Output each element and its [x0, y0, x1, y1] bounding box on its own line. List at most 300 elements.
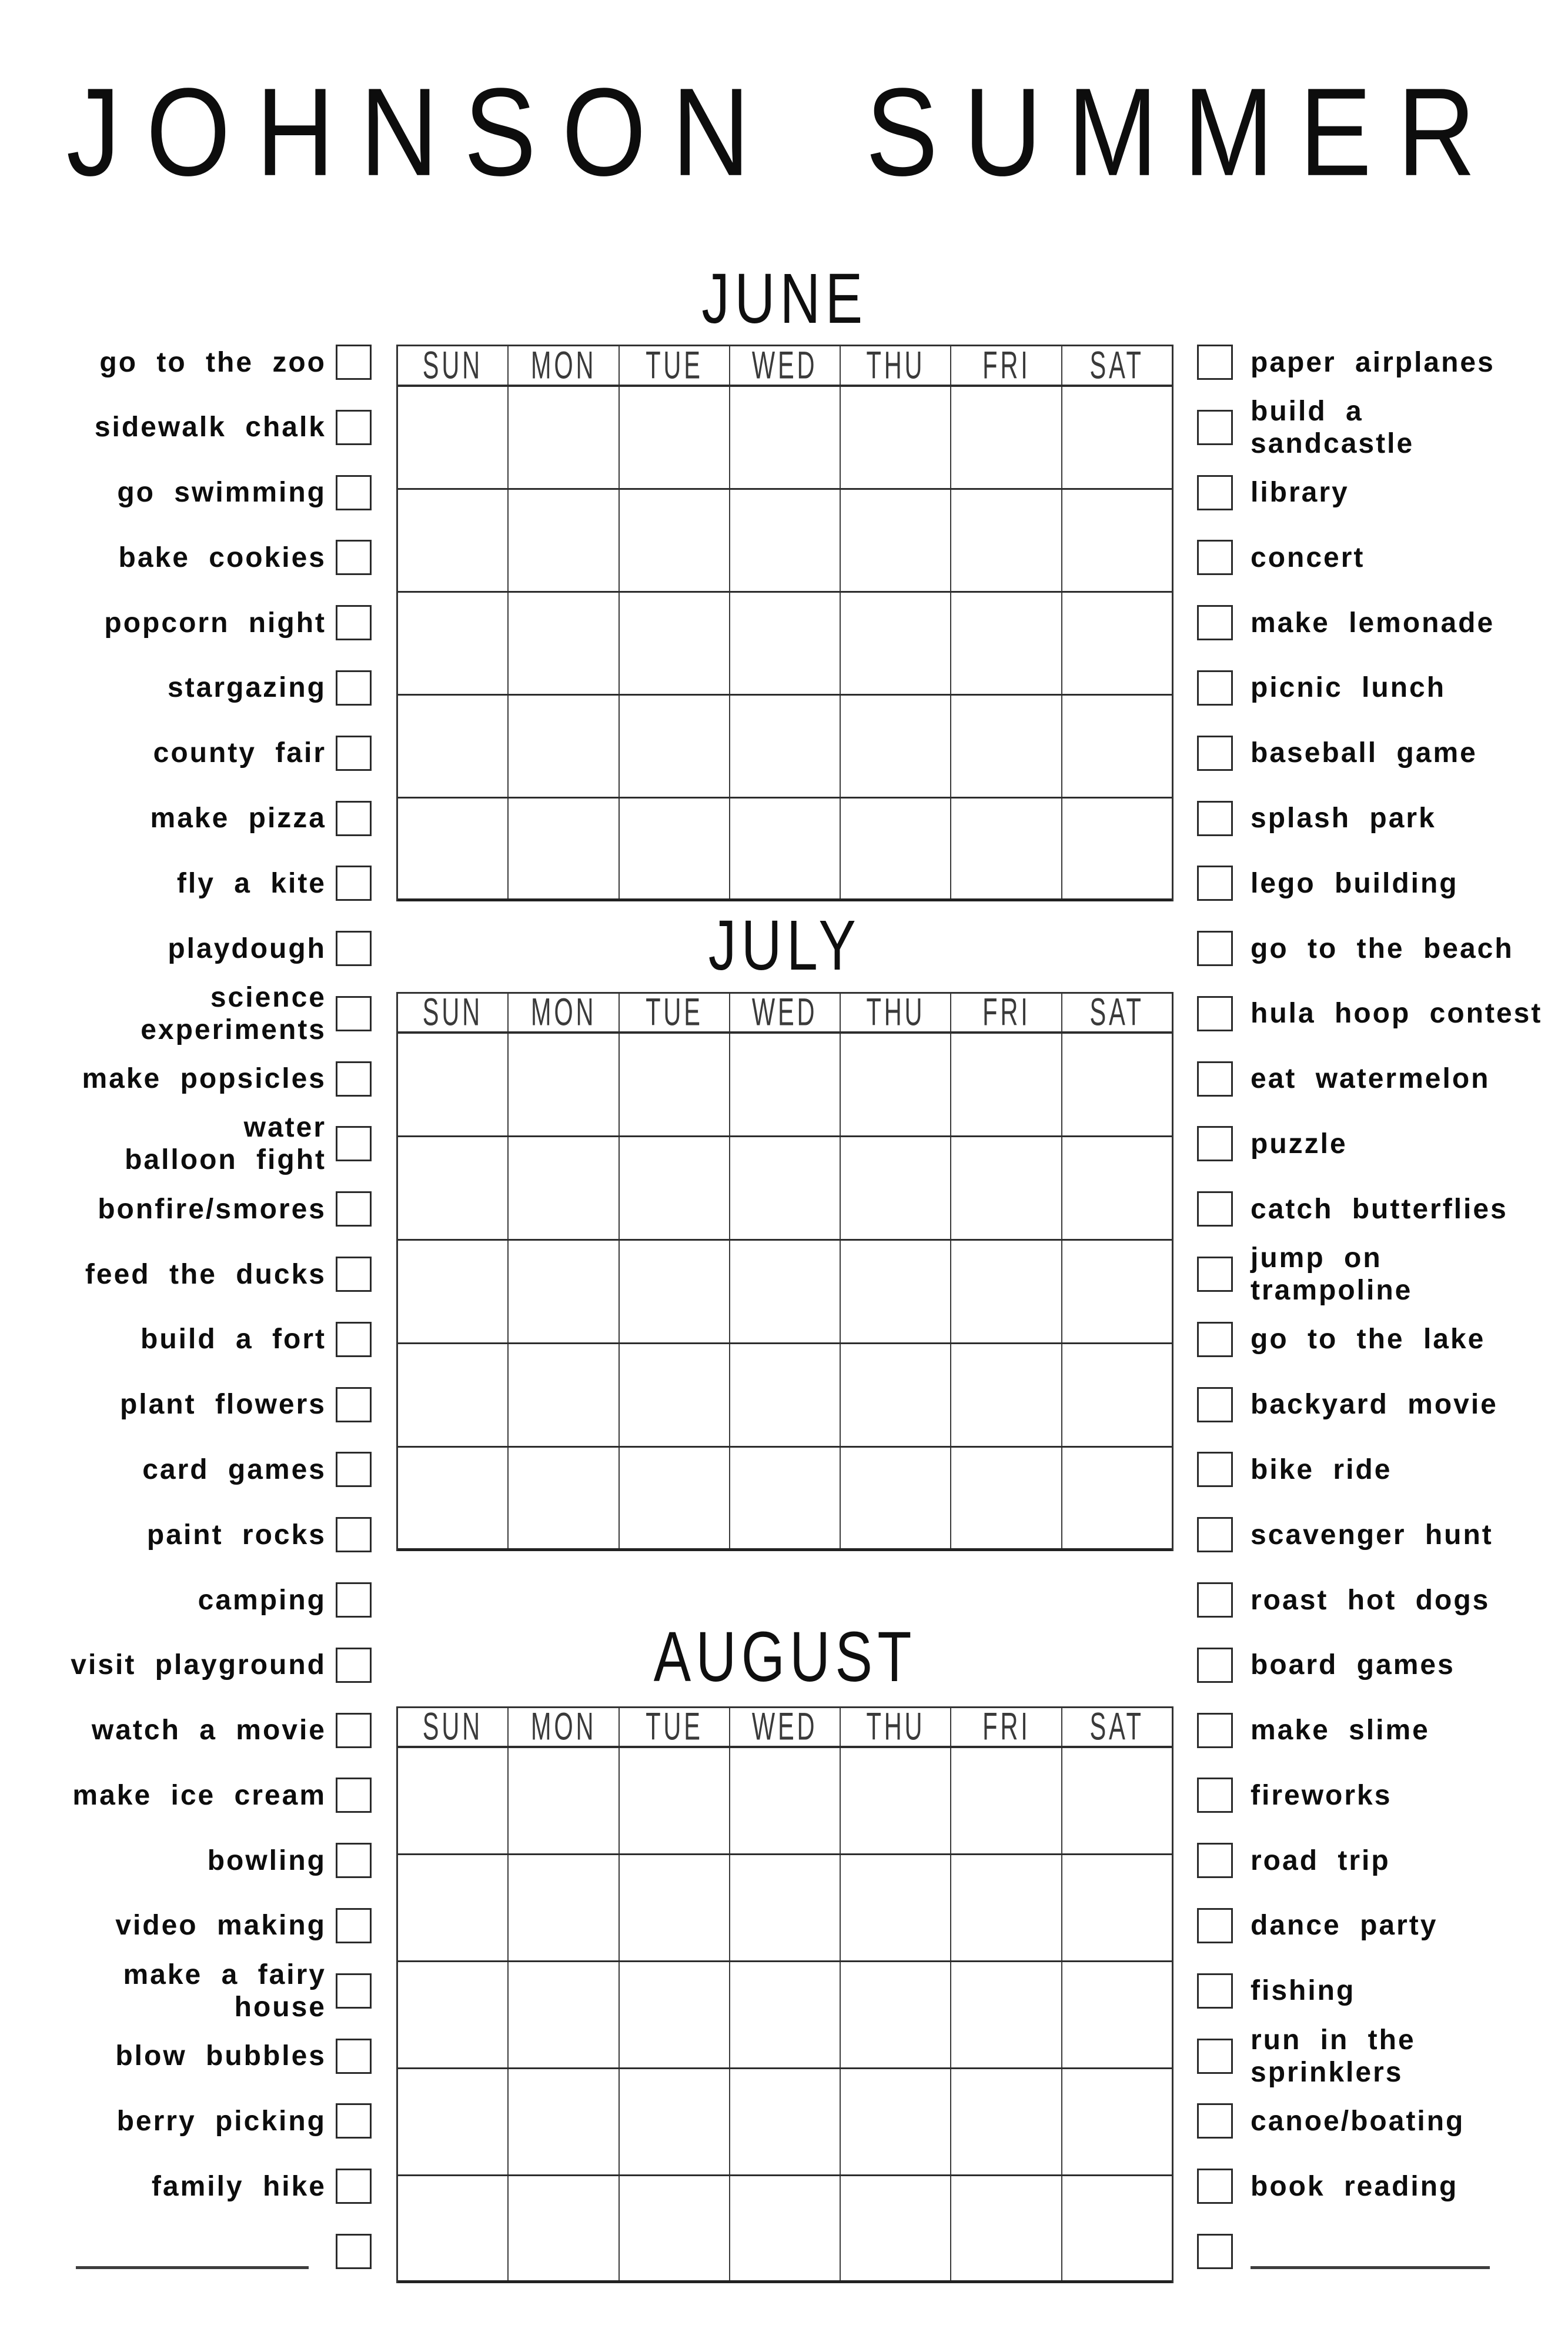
calendar-cell-july-w5-fri[interactable] [951, 1448, 1062, 1548]
day-header-label-mon: MON [530, 991, 597, 1034]
calendar-cell-july-w1-sat[interactable] [1062, 1034, 1172, 1135]
calendar-cell-june-w5-sun[interactable] [398, 799, 509, 898]
calendar-cell-august-w1-fri[interactable] [951, 1748, 1062, 1853]
checkbox-paper-airplanes[interactable] [1197, 345, 1233, 380]
item-label-backyard-movie [1251, 1388, 1498, 1421]
calendar-cell-july-w4-fri[interactable] [951, 1344, 1062, 1446]
checkbox-build-a-sandcastle[interactable] [1197, 410, 1233, 445]
calendar-cell-june-w4-thu[interactable] [841, 696, 951, 797]
calendar-cell-august-w2-thu[interactable] [841, 1855, 951, 1960]
checkbox-make-lemonade[interactable] [1197, 605, 1233, 640]
item-label-line: paint rocks [146, 1519, 326, 1551]
calendar-cell-august-w1-thu[interactable] [841, 1748, 951, 1853]
calendar-cell-august-w2-wed[interactable] [730, 1855, 841, 1960]
calendar-cell-august-w5-thu[interactable] [841, 2176, 951, 2280]
checklist-row-left-write-in [0, 2234, 372, 2269]
item-label-line: make pizza [150, 803, 326, 834]
calendar-cell-june-w5-mon[interactable] [509, 799, 619, 898]
day-header-cell-fri [951, 991, 1062, 1034]
page-title-text: JOHNSON SUMMER [66, 62, 1502, 202]
item-label-line: roast hot dogs [1251, 1584, 1490, 1616]
calendar-cell-june-w4-mon[interactable] [509, 696, 619, 797]
day-header-cell-sat [1062, 343, 1172, 387]
calendar-cell-july-w5-sun[interactable] [398, 1448, 509, 1548]
calendar-cell-july-w5-tue[interactable] [620, 1448, 730, 1548]
item-label-line: camping [198, 1584, 326, 1616]
checkbox-video-making[interactable] [336, 1908, 372, 1943]
checklist-row-left-stargazing [0, 670, 372, 706]
item-label-line: build a [1251, 395, 1363, 427]
checkbox-splash-park[interactable] [1197, 801, 1233, 836]
checkbox-picnic-lunch[interactable] [1197, 670, 1233, 706]
calendar-cell-august-w5-sun[interactable] [398, 2176, 509, 2280]
calendar-grid-june [396, 345, 1174, 901]
calendar-cell-june-w4-fri[interactable] [951, 696, 1062, 797]
item-label-line: make ice cream [72, 1779, 326, 1811]
item-label-scavenger-hunt [1251, 1519, 1493, 1551]
item-label-line: fly a kite [176, 867, 326, 899]
day-header-label-sun: SUN [423, 991, 483, 1034]
week-row-july-4 [398, 1344, 1172, 1448]
calendar-cell-june-w2-sat[interactable] [1062, 490, 1172, 591]
month-title-text-august: AUGUST [653, 1616, 917, 1697]
calendar-cell-august-w4-mon[interactable] [509, 2069, 619, 2174]
item-label-line: popcorn night [104, 607, 326, 639]
calendar-cell-july-w4-sat[interactable] [1062, 1344, 1172, 1446]
checklist-row-right-puzzle [1197, 1126, 1568, 1161]
day-header-label-mon: MON [530, 1705, 597, 1749]
item-label-bowling [208, 1845, 326, 1877]
calendar-cell-july-w2-mon[interactable] [509, 1137, 619, 1239]
page-title [0, 59, 1568, 206]
checklist-row-left-go-swimming [0, 475, 372, 510]
item-label-fireworks [1251, 1779, 1392, 1812]
checkbox-popcorn-night[interactable] [336, 605, 372, 640]
checkbox-puzzle[interactable] [1197, 1126, 1233, 1161]
day-header-label-tue: TUE [645, 991, 703, 1034]
item-label-line: visit playground [71, 1649, 326, 1681]
calendar-cell-june-w4-tue[interactable] [620, 696, 730, 797]
item-label-line: fishing [1251, 1975, 1356, 2007]
calendar-cell-july-w3-thu[interactable] [841, 1241, 951, 1342]
calendar-cell-july-w5-wed[interactable] [730, 1448, 841, 1548]
calendar-cell-june-w2-wed[interactable] [730, 490, 841, 591]
checkbox-eat-watermelon[interactable] [1197, 1061, 1233, 1097]
calendar-cell-june-w4-sun[interactable] [398, 696, 509, 797]
calendar-cell-august-w3-tue[interactable] [620, 1962, 730, 2067]
item-label-make-lemonade [1251, 607, 1495, 639]
checkbox-go-to-the-zoo[interactable] [336, 345, 372, 380]
day-header-cell-mon [509, 991, 619, 1034]
calendar-cell-july-w5-thu[interactable] [841, 1448, 951, 1548]
month-title-text-june: JUNE [701, 258, 868, 339]
checkbox-run-in-the-sprinklers[interactable] [1197, 2039, 1233, 2074]
item-label-concert [1251, 542, 1365, 574]
calendar-cell-july-w4-thu[interactable] [841, 1344, 951, 1446]
calendar-cell-june-w3-sun[interactable] [398, 593, 509, 694]
calendar-cell-july-w5-mon[interactable] [509, 1448, 619, 1548]
checklist-row-left-make-a-fairy-house [0, 1959, 372, 2023]
item-label-canoe-boating [1251, 2105, 1465, 2137]
calendar-cell-august-w5-sat[interactable] [1062, 2176, 1172, 2280]
checkbox-concert[interactable] [1197, 540, 1233, 575]
calendar-cell-july-w1-wed[interactable] [730, 1034, 841, 1135]
calendar-cell-august-w1-mon[interactable] [509, 1748, 619, 1853]
checkbox-write-in[interactable] [1197, 2234, 1233, 2269]
checkbox-lego-building[interactable] [1197, 866, 1233, 901]
item-label-watch-a-movie [92, 1714, 326, 1746]
item-label-water-balloon-fight [125, 1111, 326, 1176]
calendar-cell-july-w2-thu[interactable] [841, 1137, 951, 1239]
checklist-row-right-fireworks [1197, 1778, 1568, 1813]
calendar-cell-june-w3-tue[interactable] [620, 593, 730, 694]
checklist-row-left-playdough [0, 931, 372, 966]
item-label-line: paper airplanes [1251, 346, 1495, 378]
calendar-cell-june-w3-mon[interactable] [509, 593, 619, 694]
checkbox-science-experiments[interactable] [336, 996, 372, 1031]
calendar-cell-august-w5-wed[interactable] [730, 2176, 841, 2280]
week-row-june-2 [398, 490, 1172, 593]
calendar-cell-august-w4-wed[interactable] [730, 2069, 841, 2174]
calendar-cell-july-w3-sun[interactable] [398, 1241, 509, 1342]
week-row-july-3 [398, 1241, 1172, 1344]
item-label-line: road trip [1251, 1845, 1390, 1876]
checkbox-go-to-the-beach[interactable] [1197, 931, 1233, 966]
calendar-cell-july-w1-tue[interactable] [620, 1034, 730, 1135]
item-label-line: catch butterflies [1251, 1193, 1508, 1225]
calendar-cell-july-w3-wed[interactable] [730, 1241, 841, 1342]
checkbox-card-games[interactable] [336, 1452, 372, 1487]
day-header-label-sat: SAT [1089, 991, 1144, 1034]
checklist-row-right-lego-building [1197, 866, 1568, 901]
item-label-catch-butterflies [1251, 1193, 1508, 1225]
calendar-cell-july-w4-tue[interactable] [620, 1344, 730, 1446]
item-label-line: make popsicles [82, 1063, 326, 1095]
item-label-line: jump on [1251, 1242, 1382, 1274]
calendar-cell-august-w2-sat[interactable] [1062, 1855, 1172, 1960]
calendar-cell-august-w3-sat[interactable] [1062, 1962, 1172, 2067]
item-label-book-reading [1251, 2170, 1458, 2203]
item-label-blow-bubbles [115, 2040, 326, 2072]
checklist-row-right-build-a-sandcastle [1197, 395, 1568, 459]
checkbox-fishing[interactable] [1197, 1973, 1233, 2009]
calendar-cell-july-w3-sat[interactable] [1062, 1241, 1172, 1342]
checklist-row-right-library [1197, 475, 1568, 510]
checkbox-bake-cookies[interactable] [336, 540, 372, 575]
week-row-july-2 [398, 1137, 1172, 1241]
checklist-row-left-build-a-fort [0, 1322, 372, 1357]
checkbox-road-trip[interactable] [1197, 1843, 1233, 1878]
calendar-cell-july-w3-mon[interactable] [509, 1241, 619, 1342]
calendar-cell-june-w1-wed[interactable] [730, 387, 841, 488]
checkbox-feed-the-ducks[interactable] [336, 1257, 372, 1292]
item-label-line: hula hoop contest [1251, 998, 1543, 1030]
blank-write-in-line-right[interactable] [1251, 2266, 1490, 2269]
calendar-cell-june-w3-wed[interactable] [730, 593, 841, 694]
checklist-row-left-plant-flowers [0, 1387, 372, 1422]
item-label-line: bowling [207, 1845, 326, 1876]
calendar-cell-june-w2-thu[interactable] [841, 490, 951, 591]
checkbox-backyard-movie[interactable] [1197, 1387, 1233, 1422]
calendar-cell-august-w5-fri[interactable] [951, 2176, 1062, 2280]
calendar-cell-june-w5-wed[interactable] [730, 799, 841, 898]
calendar-cell-august-w4-thu[interactable] [841, 2069, 951, 2174]
day-header-label-fri: FRI [982, 991, 1031, 1034]
checkbox-water-balloon-fight[interactable] [336, 1126, 372, 1161]
checkbox-build-a-fort[interactable] [336, 1322, 372, 1357]
checkbox-camping[interactable] [336, 1582, 372, 1618]
calendar-cell-june-w3-fri[interactable] [951, 593, 1062, 694]
calendar-cell-june-w1-sat[interactable] [1062, 387, 1172, 488]
calendar-cell-august-w3-fri[interactable] [951, 1962, 1062, 2067]
checklist-row-left-family-hike [0, 2169, 372, 2204]
item-label-line: fireworks [1251, 1779, 1392, 1811]
calendar-cell-july-w2-wed[interactable] [730, 1137, 841, 1239]
item-label-fly-a-kite [177, 867, 326, 900]
item-label-line: baseball game [1251, 737, 1477, 769]
item-label-line: video making [115, 1910, 326, 1942]
calendar-cell-august-w2-tue[interactable] [620, 1855, 730, 1960]
checklist-row-right-jump-on-trampoline [1197, 1242, 1568, 1307]
checklist-row-left-feed-the-ducks [0, 1257, 372, 1292]
calendar-cell-july-w3-tue[interactable] [620, 1241, 730, 1342]
calendar-cell-june-w2-fri[interactable] [951, 490, 1062, 591]
calendar-cell-june-w5-sat[interactable] [1062, 799, 1172, 898]
calendar-cell-august-w1-wed[interactable] [730, 1748, 841, 1853]
calendar-cell-august-w4-sat[interactable] [1062, 2069, 1172, 2174]
checkbox-jump-on-trampoline[interactable] [1197, 1257, 1233, 1292]
item-label-line: make slime [1251, 1715, 1430, 1746]
day-header-label-sat: SAT [1089, 343, 1144, 387]
month-title-august [396, 1616, 1174, 1697]
checkbox-dance-party[interactable] [1197, 1908, 1233, 1943]
calendar-cell-august-w3-wed[interactable] [730, 1962, 841, 2067]
calendar-cell-june-w3-thu[interactable] [841, 593, 951, 694]
item-label-paper-airplanes [1251, 346, 1495, 379]
calendar-cell-june-w5-fri[interactable] [951, 799, 1062, 898]
item-label-line: sprinklers [1251, 2056, 1403, 2088]
day-header-label-sat: SAT [1089, 1705, 1144, 1749]
item-label-line: eat watermelon [1251, 1063, 1490, 1095]
checkbox-write-in[interactable] [336, 2234, 372, 2269]
item-label-family-hike [152, 2170, 326, 2203]
checkbox-go-swimming[interactable] [336, 475, 372, 510]
checklist-row-right-go-to-the-beach [1197, 931, 1568, 966]
checklist-row-right-write-in [1197, 2234, 1568, 2269]
calendar-cell-july-w4-sun[interactable] [398, 1344, 509, 1446]
item-label-line: sandcastle [1251, 427, 1415, 459]
calendar-cell-august-w2-sun[interactable] [398, 1855, 509, 1960]
checklist-row-right-roast-hot-dogs [1197, 1582, 1568, 1618]
calendar-cell-august-w5-tue[interactable] [620, 2176, 730, 2280]
checkbox-canoe-boating[interactable] [1197, 2103, 1233, 2139]
checkbox-berry-picking[interactable] [336, 2103, 372, 2139]
calendar-cell-july-w4-mon[interactable] [509, 1344, 619, 1446]
checkbox-book-reading[interactable] [1197, 2169, 1233, 2204]
blank-write-in-line-left[interactable] [76, 2266, 309, 2269]
checkbox-scavenger-hunt[interactable] [1197, 1517, 1233, 1552]
calendar-cell-august-w3-sun[interactable] [398, 1962, 509, 2067]
item-label-line: picnic lunch [1251, 672, 1446, 704]
week-row-june-3 [398, 593, 1172, 696]
calendar-cell-july-w5-sat[interactable] [1062, 1448, 1172, 1548]
checkbox-fly-a-kite[interactable] [336, 866, 372, 901]
calendar-cell-june-w1-fri[interactable] [951, 387, 1062, 488]
checkbox-stargazing[interactable] [336, 670, 372, 706]
calendar-cell-july-w2-sun[interactable] [398, 1137, 509, 1239]
checkbox-bike-ride[interactable] [1197, 1452, 1233, 1487]
day-header-cell-sun [398, 343, 509, 387]
calendar-cell-august-w3-thu[interactable] [841, 1962, 951, 2067]
item-label-video-making [115, 1909, 326, 1942]
calendar-cell-june-w3-sat[interactable] [1062, 593, 1172, 694]
checkbox-make-popsicles[interactable] [336, 1061, 372, 1097]
checkbox-roast-hot-dogs[interactable] [1197, 1582, 1233, 1618]
item-label-line: bonfire/smores [98, 1193, 326, 1225]
calendar-cell-july-w2-tue[interactable] [620, 1137, 730, 1239]
day-header-cell-thu [841, 1705, 951, 1749]
item-label-splash-park [1251, 802, 1436, 834]
week-row-june-1 [398, 387, 1172, 490]
item-label-bonfire-smores [98, 1193, 326, 1225]
item-label-line: go to the beach [1251, 933, 1514, 964]
item-label-go-swimming [117, 476, 326, 509]
day-header-cell-thu [841, 343, 951, 387]
checkbox-board-games[interactable] [1197, 1648, 1233, 1683]
checkbox-make-slime[interactable] [1197, 1713, 1233, 1748]
calendar-cell-august-w4-tue[interactable] [620, 2069, 730, 2174]
checklist-row-left-make-pizza [0, 801, 372, 836]
calendar-cell-june-w5-tue[interactable] [620, 799, 730, 898]
checkbox-sidewalk-chalk[interactable] [336, 410, 372, 445]
day-header-label-tue: TUE [645, 343, 703, 387]
item-label-make-slime [1251, 1714, 1430, 1746]
checklist-row-left-berry-picking [0, 2103, 372, 2139]
checkbox-library[interactable] [1197, 475, 1233, 510]
calendar-cell-june-w1-sun[interactable] [398, 387, 509, 488]
checkbox-family-hike[interactable] [336, 2169, 372, 2204]
checklist-row-right-road-trip [1197, 1843, 1568, 1878]
item-label-line: build a fort [141, 1324, 326, 1355]
day-header-cell-wed [730, 343, 841, 387]
checklist-row-right-scavenger-hunt [1197, 1517, 1568, 1552]
calendar-cell-july-w1-thu[interactable] [841, 1034, 951, 1135]
calendar-cell-july-w1-sun[interactable] [398, 1034, 509, 1135]
calendar-cell-july-w2-sat[interactable] [1062, 1137, 1172, 1239]
item-label-line: backyard movie [1251, 1389, 1498, 1421]
calendar-cell-august-w4-fri[interactable] [951, 2069, 1062, 2174]
checkbox-make-pizza[interactable] [336, 801, 372, 836]
item-label-line: blow bubbles [115, 2040, 326, 2072]
calendar-cell-june-w1-thu[interactable] [841, 387, 951, 488]
checkbox-playdough[interactable] [336, 931, 372, 966]
checklist-row-right-dance-party [1197, 1908, 1568, 1943]
item-label-line: stargazing [167, 672, 326, 704]
calendar-cell-june-w1-mon[interactable] [509, 387, 619, 488]
item-label-build-a-sandcastle [1251, 395, 1414, 460]
item-label-make-ice-cream [72, 1779, 326, 1812]
day-header-cell-wed [730, 991, 841, 1034]
calendar-cell-august-w3-mon[interactable] [509, 1962, 619, 2067]
item-label-picnic-lunch [1251, 671, 1446, 704]
calendar-cell-august-w5-mon[interactable] [509, 2176, 619, 2280]
checkbox-fireworks[interactable] [1197, 1778, 1233, 1813]
calendar-cell-august-w1-sat[interactable] [1062, 1748, 1172, 1853]
calendar-cell-july-w1-mon[interactable] [509, 1034, 619, 1135]
calendar-cell-july-w1-fri[interactable] [951, 1034, 1062, 1135]
item-label-line: puzzle [1251, 1128, 1348, 1160]
checkbox-paint-rocks[interactable] [336, 1517, 372, 1552]
item-label-berry-picking [117, 2105, 326, 2137]
checkbox-visit-playground[interactable] [336, 1648, 372, 1683]
calendar-cell-july-w3-fri[interactable] [951, 1241, 1062, 1342]
checklist-row-right-fishing [1197, 1973, 1568, 2009]
calendar-cell-august-w4-sun[interactable] [398, 2069, 509, 2174]
checkbox-bowling[interactable] [336, 1843, 372, 1878]
checkbox-go-to-the-lake[interactable] [1197, 1322, 1233, 1357]
checkbox-baseball-game[interactable] [1197, 736, 1233, 771]
checkbox-watch-a-movie[interactable] [336, 1713, 372, 1748]
calendar-cell-june-w2-sun[interactable] [398, 490, 509, 591]
checklist-row-left-visit-playground [0, 1648, 372, 1683]
day-header-cell-mon [509, 343, 619, 387]
calendar-cell-july-w2-fri[interactable] [951, 1137, 1062, 1239]
item-label-line: go to the zoo [99, 346, 326, 378]
item-label-line: plant flowers [119, 1389, 326, 1421]
calendar-cell-june-w4-sat[interactable] [1062, 696, 1172, 797]
checkbox-county-fair[interactable] [336, 736, 372, 771]
checkbox-hula-hoop-contest[interactable] [1197, 996, 1233, 1031]
calendar-cell-august-w1-tue[interactable] [620, 1748, 730, 1853]
calendar-cell-june-w1-tue[interactable] [620, 387, 730, 488]
calendar-cell-june-w2-mon[interactable] [509, 490, 619, 591]
item-label-line: feed the ducks [85, 1258, 326, 1290]
item-label-card-games [142, 1454, 326, 1486]
day-header-cell-fri [951, 343, 1062, 387]
checkbox-make-a-fairy-house[interactable] [336, 1973, 372, 2009]
item-label-feed-the-ducks [85, 1258, 326, 1291]
checklist-row-right-paper-airplanes [1197, 345, 1568, 380]
checkbox-bonfire-smores[interactable] [336, 1191, 372, 1227]
calendar-cell-july-w4-wed[interactable] [730, 1344, 841, 1446]
item-label-road-trip [1251, 1845, 1390, 1877]
calendar-cell-august-w2-fri[interactable] [951, 1855, 1062, 1960]
checkbox-catch-butterflies[interactable] [1197, 1191, 1233, 1227]
calendar-cell-june-w4-wed[interactable] [730, 696, 841, 797]
day-header-cell-sun [398, 991, 509, 1034]
calendar-cell-june-w2-tue[interactable] [620, 490, 730, 591]
checklist-row-left-science-experiments [0, 981, 372, 1045]
checkbox-blow-bubbles[interactable] [336, 2039, 372, 2074]
item-label-line: lego building [1251, 867, 1459, 899]
calendar-cell-august-w1-sun[interactable] [398, 1748, 509, 1853]
day-header-label-fri: FRI [982, 343, 1031, 387]
checklist-row-left-card-games [0, 1452, 372, 1487]
checklist-row-right-baseball-game [1197, 736, 1568, 771]
checklist-row-left-popcorn-night [0, 605, 372, 640]
checklist-row-left-camping [0, 1582, 372, 1618]
checkbox-plant-flowers[interactable] [336, 1387, 372, 1422]
checklist-row-right-hula-hoop-contest [1197, 996, 1568, 1031]
item-label-line: library [1251, 477, 1349, 509]
checklist-row-right-picnic-lunch [1197, 670, 1568, 706]
item-label-roast-hot-dogs [1251, 1584, 1490, 1616]
day-header-cell-sat [1062, 991, 1172, 1034]
calendar-cell-august-w2-mon[interactable] [509, 1855, 619, 1960]
calendar-cell-june-w5-thu[interactable] [841, 799, 951, 898]
day-header-cell-sat [1062, 1705, 1172, 1749]
checkbox-make-ice-cream[interactable] [336, 1778, 372, 1813]
